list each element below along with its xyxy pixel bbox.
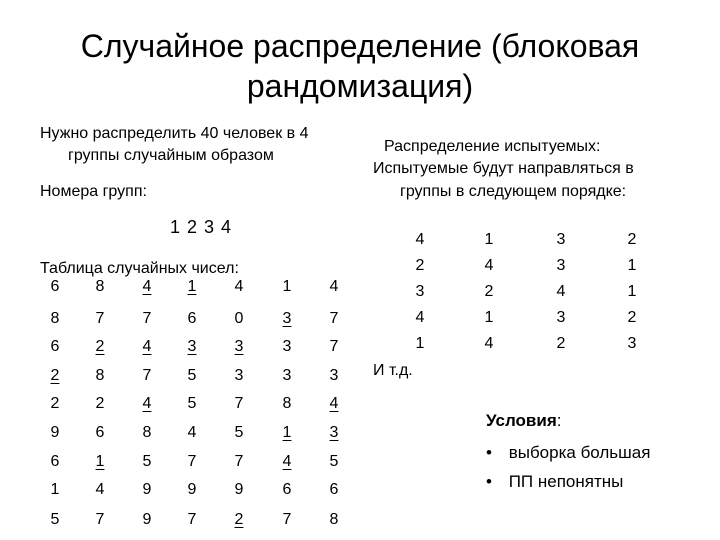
distribution-heading-2: Испытуемые будут направляться в	[373, 160, 634, 177]
table-cell: 5	[234, 424, 244, 441]
order-cell: 2	[627, 231, 637, 248]
table-cell: 3	[329, 424, 339, 441]
table-cell: 7	[282, 511, 292, 528]
order-cell: 2	[627, 309, 637, 326]
table-cell: 3	[234, 338, 244, 355]
table-cell: 7	[234, 453, 244, 470]
table-cell: 4	[95, 481, 105, 498]
condition-item	[486, 440, 650, 465]
table-cell: 0	[234, 310, 244, 327]
table-cell: 1	[95, 453, 105, 470]
table-cell: 7	[187, 511, 197, 528]
table-cell: 9	[234, 481, 244, 498]
table-cell: 9	[142, 481, 152, 498]
table-cell: 6	[187, 310, 197, 327]
groups-label: Номера групп:	[40, 183, 147, 200]
table-cell: 3	[282, 338, 292, 355]
table-cell: 8	[95, 278, 105, 295]
table-cell: 5	[50, 511, 60, 528]
slide-title	[0, 26, 720, 106]
table-cell: 4	[329, 278, 339, 295]
table-cell: 6	[50, 278, 60, 295]
order-cell: 4	[484, 257, 494, 274]
table-cell: 5	[142, 453, 152, 470]
table-cell: 9	[187, 481, 197, 498]
table-cell: 7	[187, 453, 197, 470]
table-cell: 4	[142, 278, 152, 295]
table-cell: 7	[142, 367, 152, 384]
order-cell: 1	[484, 309, 494, 326]
order-cell: 1	[627, 257, 637, 274]
table-cell: 6	[282, 481, 292, 498]
bullet-icon: •	[486, 443, 492, 462]
table-cell: 9	[50, 424, 60, 441]
groups-value: 1 2 3 4	[170, 217, 233, 237]
table-cell: 1	[187, 278, 197, 295]
conditions-colon: :	[556, 411, 562, 430]
etc-label: И т.д.	[373, 362, 413, 379]
table-cell: 8	[282, 395, 292, 412]
order-cell: 2	[415, 257, 425, 274]
table-cell: 6	[95, 424, 105, 441]
table-cell: 4	[329, 395, 339, 412]
order-cell: 3	[556, 231, 566, 248]
table-cell: 9	[142, 511, 152, 528]
table-cell: 3	[282, 310, 292, 327]
table-cell: 2	[50, 367, 60, 384]
table-cell: 2	[234, 511, 244, 528]
distribution-heading-1: Распределение испытуемых:	[384, 138, 601, 155]
table-cell: 1	[50, 481, 60, 498]
table-cell: 6	[329, 481, 339, 498]
order-cell: 4	[484, 335, 494, 352]
table-cell: 2	[95, 338, 105, 355]
table-cell: 4	[187, 424, 197, 441]
table-cell: 4	[142, 338, 152, 355]
distribution-heading-3: группы в следующем порядке:	[400, 183, 627, 200]
order-cell: 4	[556, 283, 566, 300]
table-cell: 3	[234, 367, 244, 384]
table-cell: 7	[329, 338, 339, 355]
table-cell: 4	[282, 453, 292, 470]
title-line-1: Случайное распределение (блоковая	[80, 28, 640, 64]
table-cell: 3	[187, 338, 197, 355]
table-cell: 5	[187, 367, 197, 384]
order-cell: 2	[484, 283, 494, 300]
table-cell: 7	[142, 310, 152, 327]
table-cell: 8	[329, 511, 339, 528]
random-table-label: Таблица случайных чисел:	[40, 260, 239, 277]
table-cell: 5	[329, 453, 339, 470]
conditions-label: Условия	[486, 411, 557, 430]
order-cell: 4	[415, 309, 425, 326]
table-cell: 3	[282, 367, 292, 384]
order-cell: 1	[484, 231, 494, 248]
order-cell: 3	[556, 309, 566, 326]
table-cell: 2	[50, 395, 60, 412]
order-cell: 2	[556, 335, 566, 352]
table-cell: 7	[234, 395, 244, 412]
table-cell: 8	[95, 367, 105, 384]
table-cell: 7	[95, 310, 105, 327]
table-cell: 2	[95, 395, 105, 412]
table-cell: 8	[142, 424, 152, 441]
table-cell: 6	[50, 453, 60, 470]
table-cell: 8	[50, 310, 60, 327]
table-cell: 4	[234, 278, 244, 295]
order-cell: 1	[627, 283, 637, 300]
bullet-icon: •	[486, 472, 492, 491]
order-cell: 3	[556, 257, 566, 274]
order-cell: 1	[415, 335, 425, 352]
intro-line-1: Нужно распределить 40 человек в 4	[40, 125, 309, 142]
condition-text: ПП непонятны	[508, 472, 624, 491]
title-line-2: рандомизация)	[246, 68, 474, 104]
order-cell: 3	[415, 283, 425, 300]
table-cell: 5	[187, 395, 197, 412]
table-cell: 6	[50, 338, 60, 355]
table-cell: 1	[282, 278, 292, 295]
order-cell: 3	[627, 335, 637, 352]
table-cell: 1	[282, 424, 292, 441]
order-cell: 4	[415, 231, 425, 248]
table-cell: 7	[95, 511, 105, 528]
table-cell: 7	[329, 310, 339, 327]
condition-item	[486, 469, 623, 494]
conditions-heading	[486, 408, 561, 433]
intro-line-2: группы случайным образом	[68, 147, 274, 164]
table-cell: 3	[329, 367, 339, 384]
table-cell: 4	[142, 395, 152, 412]
condition-text: выборка большая	[508, 443, 651, 462]
